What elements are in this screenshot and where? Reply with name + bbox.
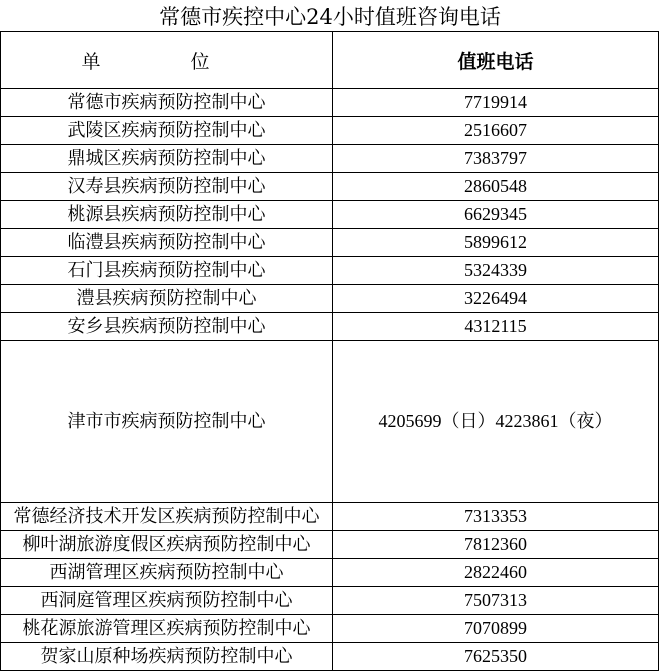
unit-cell: 桃源县疾病预防控制中心 [1, 201, 333, 229]
unit-cell: 澧县疾病预防控制中心 [1, 285, 333, 313]
phone-cell: 2860548 [333, 173, 659, 201]
table-row [1, 89, 659, 117]
unit-cell: 石门县疾病预防控制中心 [1, 257, 333, 285]
table-row [1, 587, 659, 615]
phone-cell: 7812360 [333, 531, 659, 559]
phone-cell: 4312115 [333, 313, 659, 341]
table-header-row [1, 32, 659, 89]
table-row [1, 643, 659, 671]
unit-cell: 西洞庭管理区疾病预防控制中心 [1, 587, 333, 615]
phone-cell: 7507313 [333, 587, 659, 615]
unit-cell: 临澧县疾病预防控制中心 [1, 229, 333, 257]
phone-cell: 3226494 [333, 285, 659, 313]
table-row [1, 503, 659, 531]
table-row [1, 313, 659, 341]
column-header-unit: 单 位 [1, 32, 333, 89]
unit-cell: 桃花源旅游管理区疾病预防控制中心 [1, 615, 333, 643]
phone-cell: 5899612 [333, 229, 659, 257]
phone-cell: 6629345 [333, 201, 659, 229]
phone-cell: 7719914 [333, 89, 659, 117]
unit-cell: 贺家山原种场疾病预防控制中心 [1, 643, 333, 671]
table-row [1, 285, 659, 313]
table-row [1, 559, 659, 587]
unit-cell: 武陵区疾病预防控制中心 [1, 117, 333, 145]
column-header-phone: 值班电话 [333, 32, 659, 89]
page-title: 常德市疾控中心24小时值班咨询电话 [159, 5, 501, 29]
table-row [1, 531, 659, 559]
table-row [1, 615, 659, 643]
phone-cell: 7070899 [333, 615, 659, 643]
unit-cell: 汉寿县疾病预防控制中心 [1, 173, 333, 201]
unit-cell: 西湖管理区疾病预防控制中心 [1, 559, 333, 587]
phone-cell: 4205699（日）4223861（夜） [333, 341, 659, 503]
table-row [1, 341, 659, 503]
phone-cell: 2822460 [333, 559, 659, 587]
phone-cell: 7383797 [333, 145, 659, 173]
unit-cell: 安乡县疾病预防控制中心 [1, 313, 333, 341]
table-row [1, 257, 659, 285]
unit-cell: 常德市疾病预防控制中心 [1, 89, 333, 117]
phone-cell: 5324339 [333, 257, 659, 285]
unit-cell: 鼎城区疾病预防控制中心 [1, 145, 333, 173]
unit-cell: 柳叶湖旅游度假区疾病预防控制中心 [1, 531, 333, 559]
table-row [1, 201, 659, 229]
unit-cell: 津市市疾病预防控制中心 [1, 341, 333, 503]
unit-cell: 常德经济技术开发区疾病预防控制中心 [1, 503, 333, 531]
phone-cell: 7625350 [333, 643, 659, 671]
phone-table [0, 31, 659, 671]
table-row [1, 229, 659, 257]
table-row [1, 145, 659, 173]
phone-cell: 2516607 [333, 117, 659, 145]
phone-cell: 7313353 [333, 503, 659, 531]
table-row [1, 117, 659, 145]
table-row [1, 173, 659, 201]
